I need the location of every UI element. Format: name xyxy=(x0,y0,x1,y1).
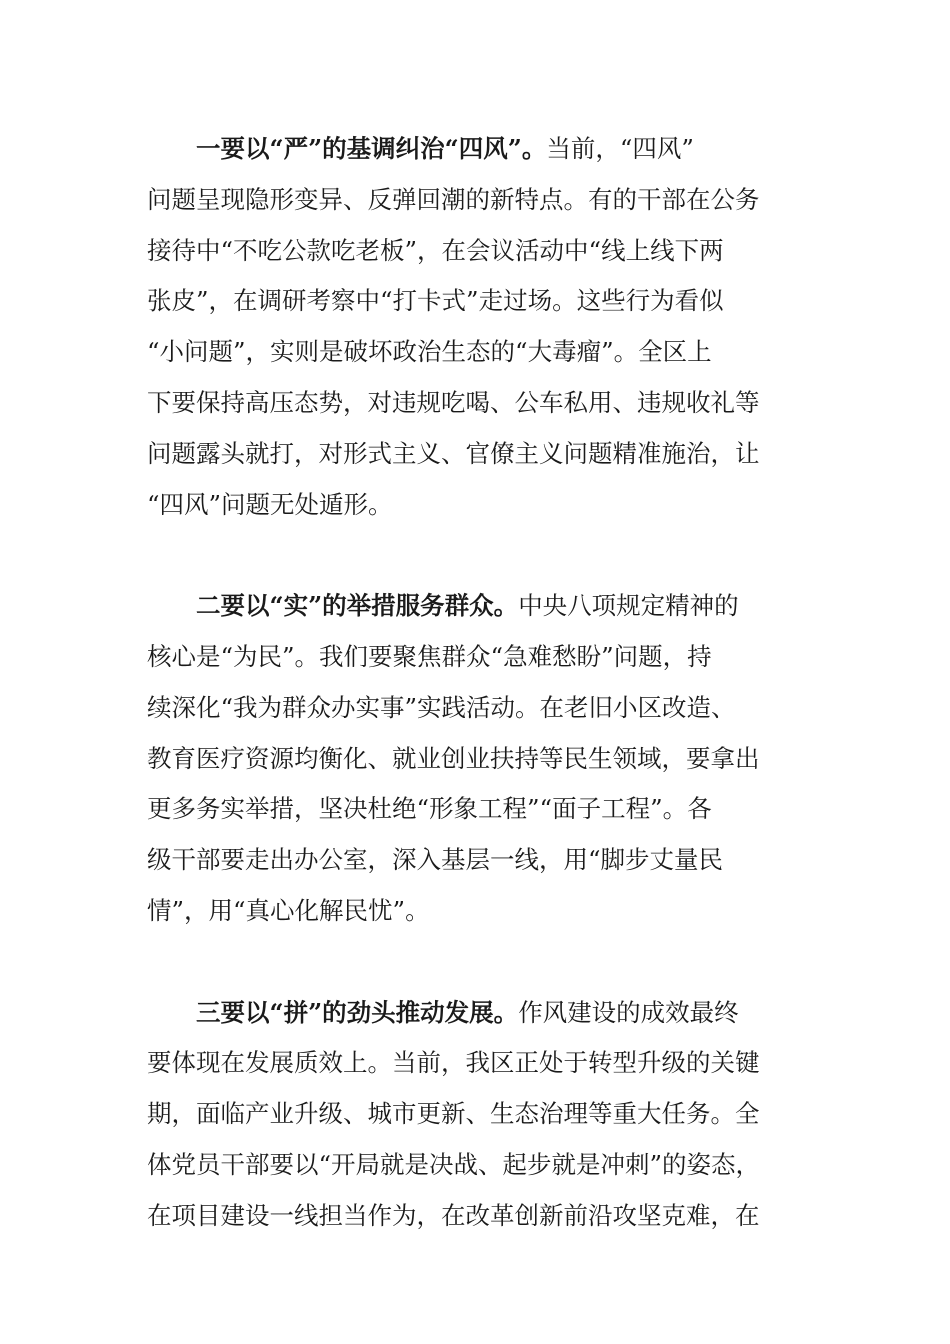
paragraph-line: 张皮”，在调研考察中“打卡式”走过场。这些行为看似 xyxy=(147,286,724,316)
paragraph-text: 作风建设的成效最终 xyxy=(518,997,739,1027)
paragraph-line: “小问题”，实则是破坏政治生态的“大毒瘤”。全区上 xyxy=(147,337,712,367)
paragraph-line: 教育医疗资源均衡化、就业创业扶持等民生领域，要拿出 xyxy=(147,743,760,773)
paragraph-text: 当前，“四风” xyxy=(546,134,694,163)
paragraph-practical xyxy=(147,581,797,937)
paragraph-striving xyxy=(147,988,797,1242)
document-page xyxy=(147,124,797,1292)
paragraph-lead: 二要以“实”的举措服务群众。 xyxy=(196,591,519,621)
paragraph-strict xyxy=(147,124,797,530)
paragraph-line: 在项目建设一线担当作为，在改革创新前沿攻坚克难，在 xyxy=(147,1200,760,1230)
paragraph-line: 要体现在发展质效上。当前，我区正处于转型升级的关键 xyxy=(147,1048,760,1078)
paragraph-line: 下要保持高压态势，对违规吃喝、公车私用、违规收礼等 xyxy=(147,387,760,417)
paragraph-line: “四风”问题无处遁形。 xyxy=(147,489,393,519)
paragraph-line: 期，面临产业升级、城市更新、生态治理等重大任务。全 xyxy=(147,1099,760,1129)
paragraph-line: 级干部要走出办公室，深入基层一线，用“脚步丈量民 xyxy=(147,845,724,875)
paragraph-line: 更多务实举措，坚决杜绝“形象工程”“面子工程”。各 xyxy=(147,794,712,824)
paragraph-lead: 一要以“严”的基调纠治“四风”。 xyxy=(196,134,547,163)
paragraph-line: 接待中“不吃公款吃老板”，在会议活动中“线上线下两 xyxy=(147,235,724,265)
paragraph-line: 核心是“为民”。我们要聚焦群众“急难愁盼”问题，持 xyxy=(147,641,712,671)
paragraph-line: 续深化“我为群众办实事”实践活动。在老旧小区改造、 xyxy=(147,692,736,722)
paragraph-line: 情”，用“真心化解民忧”。 xyxy=(147,895,430,925)
paragraph-first-line xyxy=(147,581,797,632)
paragraph-first-line xyxy=(147,124,797,175)
paragraph-line: 问题露头就打，对形式主义、官僚主义问题精准施治，让 xyxy=(147,438,760,468)
paragraph-text: 中央八项规定精神的 xyxy=(518,591,739,621)
paragraph-line: 体党员干部要以“开局就是决战、起步就是冲刺”的姿态， xyxy=(147,1149,761,1179)
paragraph-first-line xyxy=(147,988,797,1039)
paragraph-lead: 三要以“拼”的劲头推动发展。 xyxy=(196,997,519,1027)
paragraph-line: 问题呈现隐形变异、反弹回潮的新特点。有的干部在公务 xyxy=(147,184,760,214)
